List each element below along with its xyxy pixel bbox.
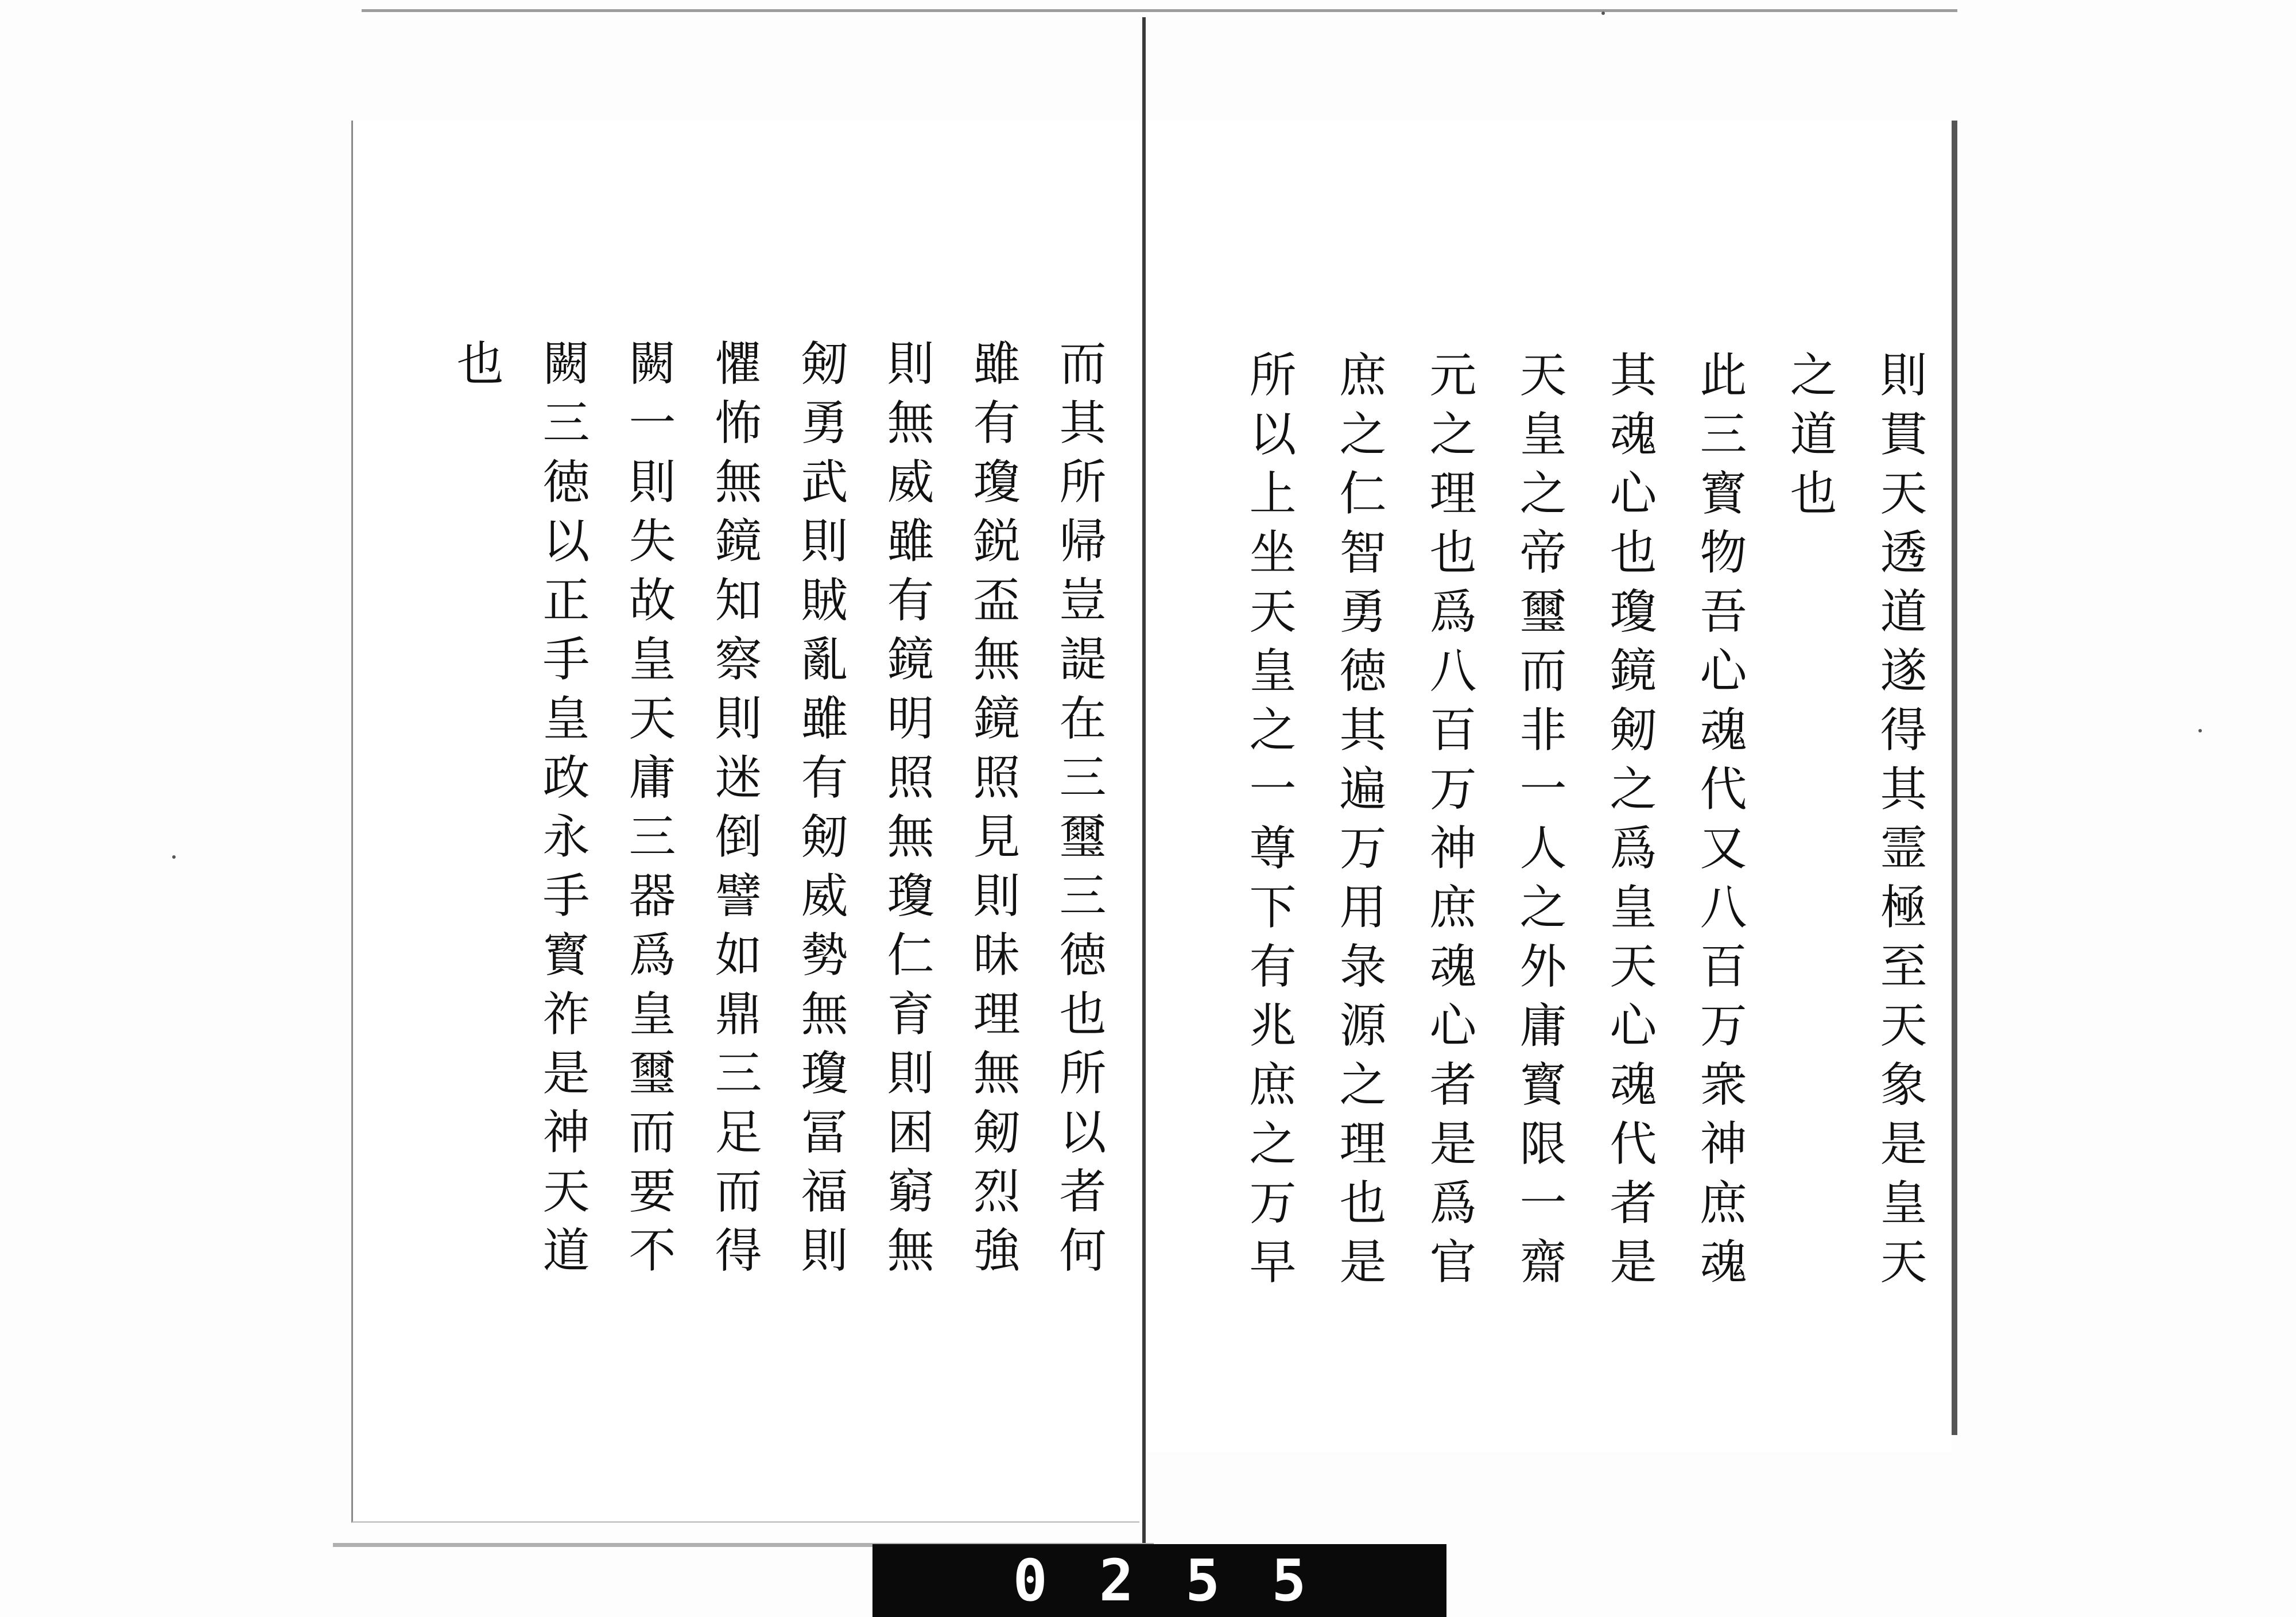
text-column: 此三寳物吾心魂代又八百万衆神庶魂 [1692, 350, 1747, 1296]
frame-number: 0255 [1013, 1547, 1358, 1614]
top-edge-line [362, 9, 1957, 12]
text-column: 闕一則失故皇天庸三器爲皇璽而要不 [621, 339, 676, 1285]
text-column: 之道也 [1782, 350, 1837, 528]
text-column: 懼怖無鏡知察則迷倒譬如鼎三足而得 [707, 339, 762, 1285]
right-page-text [1182, 350, 1927, 1296]
frame-number-stamp [872, 1544, 1446, 1617]
text-column: 則貫天透道遂得其霊極至天象是皇天 [1872, 350, 1927, 1296]
text-column: 剱勇武則賊亂雖有剱威勢無瓊冨福則 [793, 339, 848, 1285]
scan-speck [2198, 729, 2202, 732]
left-page-text [396, 339, 1106, 1285]
text-column: 庶之仁智勇徳其遍万用彔源之理也是 [1332, 350, 1386, 1296]
text-column: 所以上坐天皇之一尊下有兆庶之万早 [1242, 350, 1296, 1296]
book-gutter [1142, 17, 1146, 1544]
text-column: 元之理也爲八百万神庶魂心者是爲官 [1422, 350, 1476, 1296]
scan-speck [172, 855, 176, 859]
text-column: 闕三徳以正手皇政永手寳祚是神天道 [535, 339, 589, 1285]
text-column: 雖有瓊鋭盃無鏡照見則昧理無剱烈強 [965, 339, 1020, 1285]
text-column: 也 [449, 339, 503, 398]
text-column: 則無威雖有鏡明照無瓊仁育則困窮無 [879, 339, 934, 1285]
text-column: 其魂心也瓊鏡剱之爲皇天心魂代者是 [1602, 350, 1657, 1296]
text-column: 天皇之帝璽而非一人之外庸寳限一齋 [1512, 350, 1566, 1296]
scan-speck [1601, 11, 1605, 15]
text-column: 而其所帰豈諟在三璽三徳也所以者何 [1052, 339, 1106, 1285]
right-page-edge [1952, 121, 1957, 1435]
